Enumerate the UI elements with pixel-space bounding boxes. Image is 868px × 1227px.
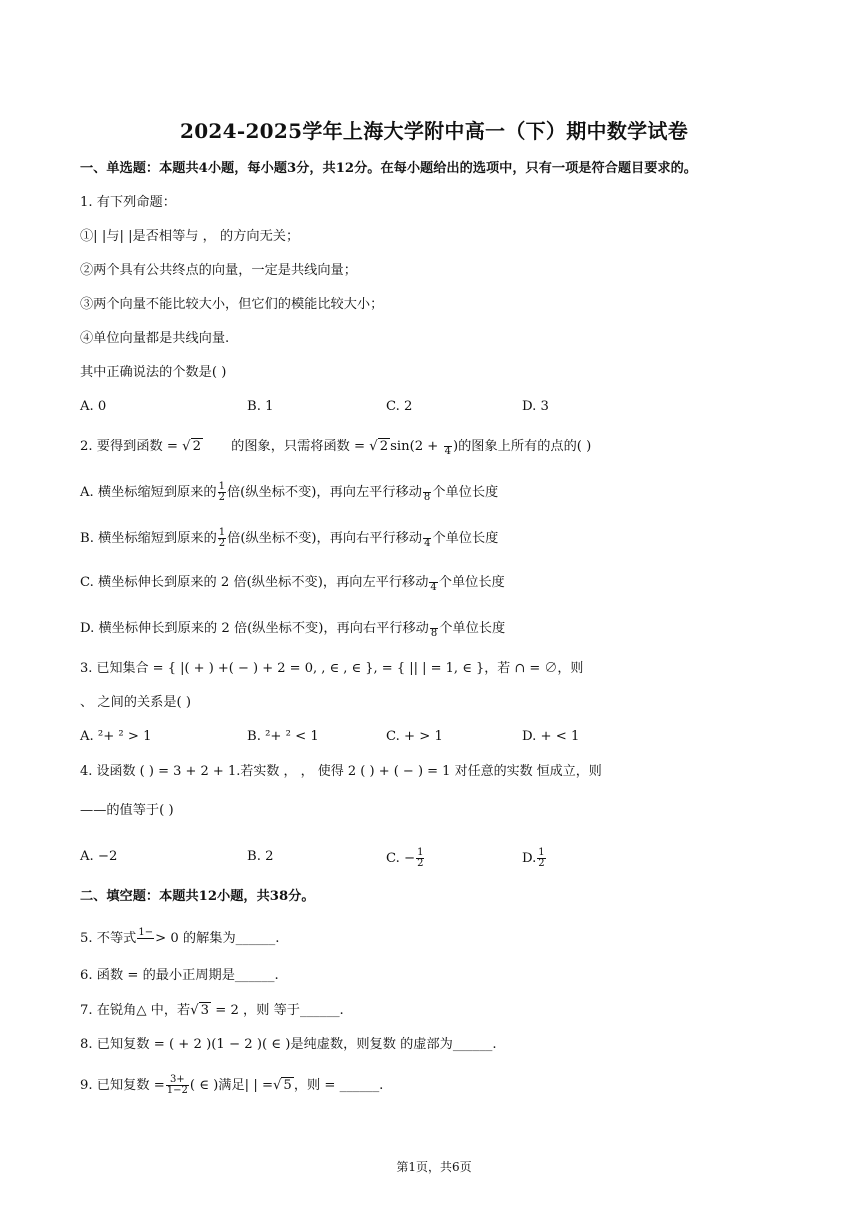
section-single-choice-heading: 一、单选题：本题共4小题，每小题3分，共12分。在每小题给出的选项中，只有一项是符合题目要求的。 (80, 161, 697, 176)
q2-stem-a: 2. 要得到函数 = (80, 439, 178, 454)
q1-proposition-4: ④单位向量都是共线向量. (80, 331, 230, 346)
q3-stem-line1: 3. 已知集合 = { |( + ) +( − ) + 2 = 0, , ∈ , ∈ }, = { || | = 1, ∈ }，若 ∩ = ∅，则 (80, 661, 584, 676)
q6: 6. 函数 = 的最小正周期是______. (80, 968, 279, 983)
q1-stem: 1. 有下列命题： (80, 195, 176, 210)
q2-stem (80, 436, 591, 457)
q1-proposition-2: ②两个具有公共终点的向量，一定是共线向量； (80, 263, 357, 278)
q3-option-b[interactable]: B. ²+ ² < 1 (247, 729, 319, 744)
q4-stem-line1: 4. 设函数 ( ) = 3 + 2 + 1.若实数 ， ， 使得 2 ( ) + ( − ) = 1 对任意的实数 恒成立，则 (80, 764, 602, 779)
q1-option-d[interactable]: D. 3 (522, 399, 549, 414)
page-title: 2024-2025学年上海大学附中高一（下）期中数学试卷 (179, 119, 689, 143)
q4-option-c[interactable]: C. − $\frac{1}{2}$ (386, 847, 424, 869)
q3-option-d[interactable]: D. + < 1 (522, 729, 580, 744)
q1-option-a[interactable]: A. 0 (80, 399, 107, 414)
q2-sqrt-2b: √ 2 (369, 439, 389, 454)
q1-proposition-1: ①| |与| |是否相等与 ， 的方向无关； (80, 229, 300, 244)
q2-stem-b: 的图象，只需将函数 = (231, 439, 366, 454)
q2-sqrt-2: √ 2 (182, 439, 201, 454)
q1-option-c[interactable]: C. 2 (386, 399, 413, 414)
q2-stem-d: )的图象上所有的点的( ) (452, 439, 592, 454)
q4-option-b[interactable]: B. 2 (247, 849, 274, 864)
q2-option-a[interactable]: A. 横坐标缩短到原来的 $\frac{1}{2}$ 倍(纵坐标不变)，再向左平行移动 8 个单位长度 (80, 481, 499, 503)
q3-option-c[interactable]: C. + > 1 (386, 729, 443, 744)
q2-stem-c: sin(2 + (390, 439, 439, 454)
q8: 8. 已知复数 = ( + 2 )(1 − 2 )( ∈ )是纯虚数，则复数 的虚部为______. (80, 1037, 497, 1052)
q3-stem-line2: 、 之间的关系是( ) (80, 695, 191, 710)
q1-question: 其中正确说法的个数是( ) (80, 365, 227, 380)
q7: 7. 在锐角△ 中，若√ 3 = 2 ，则 等于______. (80, 1003, 344, 1018)
q4-stem-line2: ——的值等于( ) (80, 803, 174, 818)
q1-option-b[interactable]: B. 1 (247, 399, 274, 414)
q2-option-d[interactable]: D. 横坐标伸长到原来的 2 倍(纵坐标不变)，再向右平行移动 8 个单位长度 (80, 618, 505, 639)
q4-option-a[interactable]: A. −2 (80, 849, 118, 864)
q4-option-d[interactable]: D. $\frac{1}{2}$ (522, 847, 545, 869)
q3-option-a[interactable]: A. ²+ ² > 1 (80, 729, 152, 744)
q9: 9. 已知复数 = $\frac{3+}{1-2}$ ( ∈ )满足| | =√ 5 ，则 = ______. (80, 1074, 384, 1096)
q5: 5. 不等式 1− > 0 的解集为______. (80, 927, 280, 946)
q2-option-b[interactable]: B. 横坐标缩短到原来的 $\frac{1}{2}$ 倍(纵坐标不变)，再向右平行移动 4 个单位长度 (80, 527, 499, 549)
section-fill-in-heading: 二、填空题：本题共12小题，共38分。 (80, 889, 315, 904)
q2-option-c[interactable]: C. 横坐标伸长到原来的 2 倍(纵坐标不变)，再向左平行移动 4 个单位长度 (80, 572, 505, 593)
q1-proposition-3: ③两个向量不能比较大小，但它们的模能比较大小； (80, 297, 384, 312)
q2-frac-pi-4: 4 (444, 436, 452, 457)
page-footer: 第1页，共6页 (396, 1160, 472, 1174)
